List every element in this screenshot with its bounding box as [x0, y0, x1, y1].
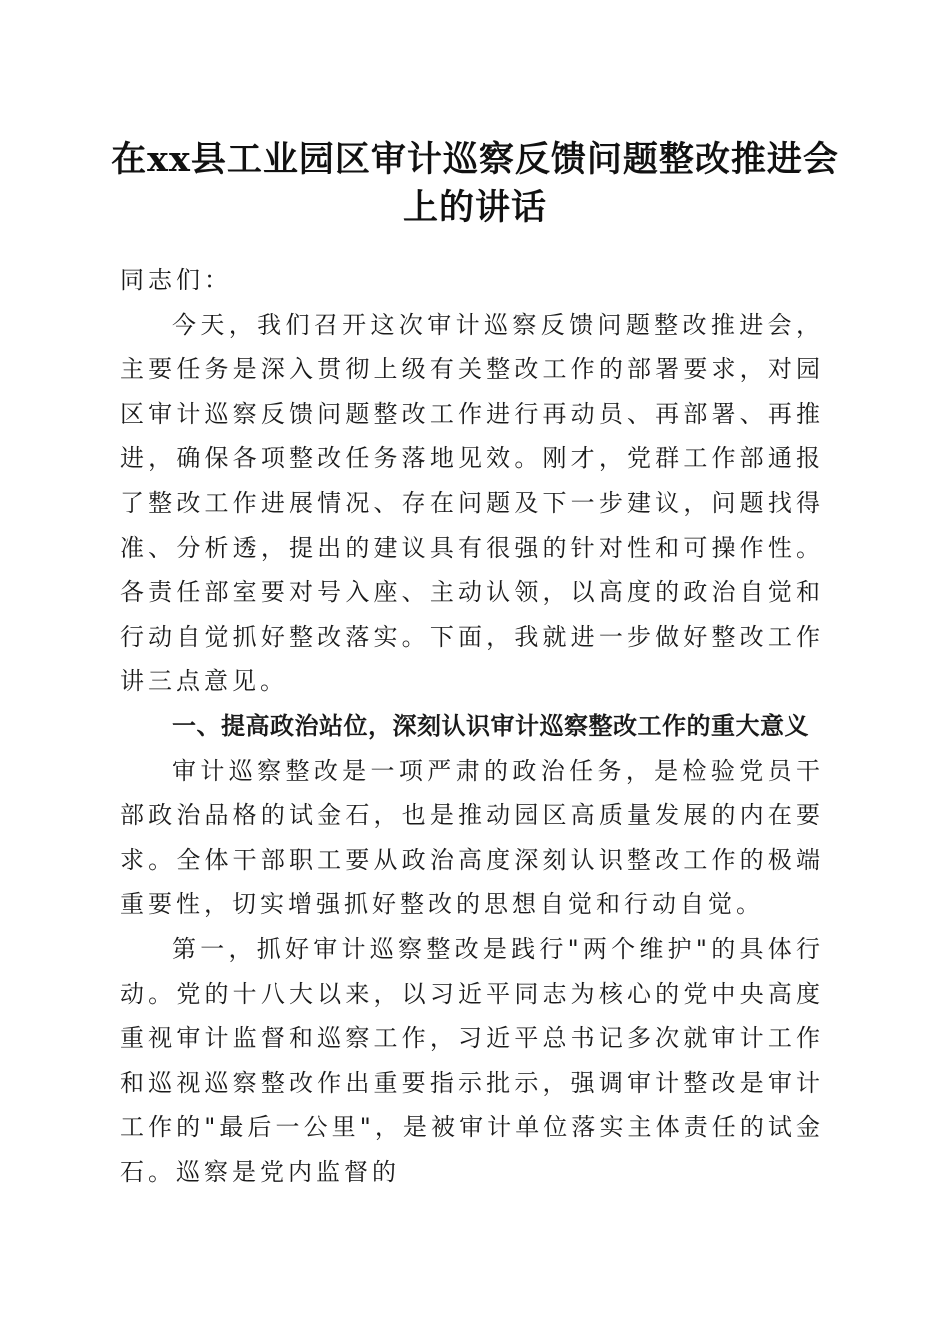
paragraph-intro: 今天，我们召开这次审计巡察反馈问题整改推进会，主要任务是深入贯彻上级有关整改工作的部署要求，对园区审计巡察反馈问题整改工作进行再动员、再部署、再推进，确保各项整改任务落地见效。刚才，党群工作部通报了整改工作进展情况、存在问题及下一步建议，问题找得准、分析透，提出的建议具有很强的针对性和可操作性。各责任部室要对号入座、主动认领，以高度的政治自觉和行动自觉抓好整改落实。下面，我就进一步做好整改工作讲三点意见。: [120, 310, 824, 696]
document-title: 在xx县工业园区审计巡察反馈问题整改推进会上的讲话: [111, 139, 839, 228]
section-heading-1: 一、提高政治站位，深刻认识审计巡察整改工作的重大意义: [172, 711, 809, 740]
paragraph-point-1: 第一，抓好审计巡察整改是践行"两个维护"的具体行动。党的十八大以来，以习近平同志为核心的党中央高度重视审计监督和巡察工作，习近平总书记多次就审计工作和巡视巡察整改作出重要指示批示，强调审计整改是审计工作的"最后一公里"，是被审计单位落实主体责任的试金石。巡察是党内监督的: [120, 934, 824, 1186]
salutation: 同志们：: [120, 266, 232, 294]
paragraph-section-1: 审计巡察整改是一项严肃的政治任务，是检验党员干部政治品格的试金石，也是推动园区高质量发展的内在要求。全体干部职工要从政治高度深刻认识整改工作的极端重要性，切实增强抓好整改的思想自觉和行动自觉。: [120, 756, 824, 919]
document-body: [120, 252, 824, 1194]
